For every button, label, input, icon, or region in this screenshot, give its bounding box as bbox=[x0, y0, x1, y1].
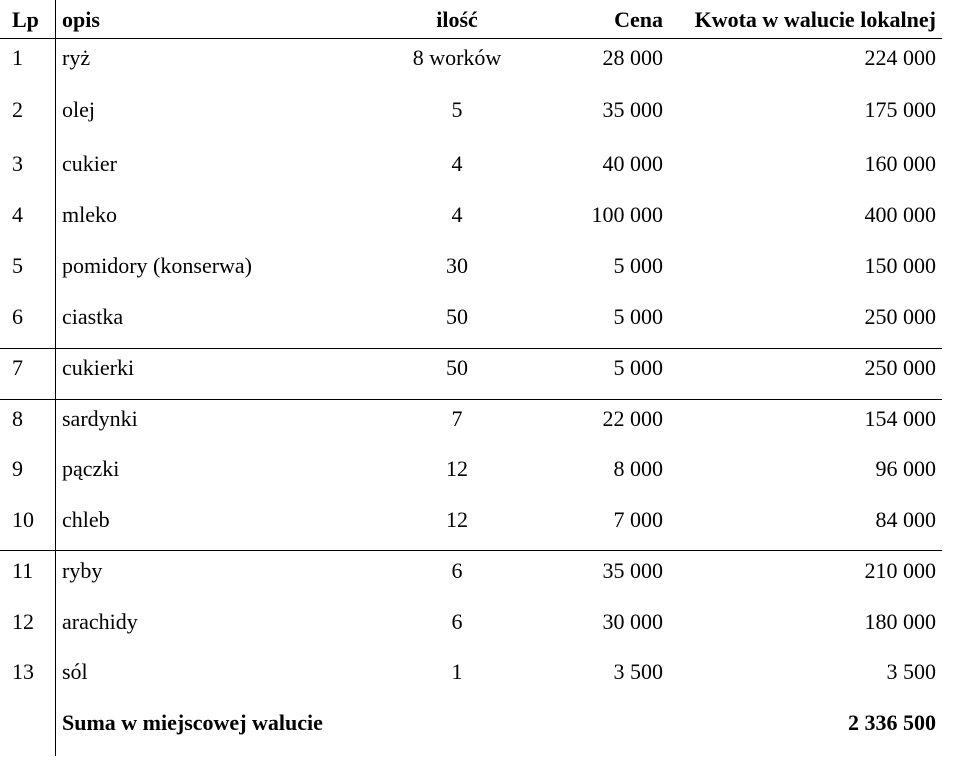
cell-cena: 22 000 bbox=[602, 406, 663, 431]
cell-cena: 5 000 bbox=[613, 253, 663, 278]
header-lp: Lp bbox=[12, 7, 39, 32]
cell-ilosc: 6 bbox=[451, 558, 463, 583]
cell-opis: ciastka bbox=[62, 304, 124, 329]
table-row bbox=[0, 505, 959, 535]
cell-lp: 12 bbox=[12, 609, 34, 634]
cell-opis: pomidory (konserwa) bbox=[62, 253, 253, 278]
cell-opis: olej bbox=[62, 97, 95, 122]
header-ilosc: ilość bbox=[436, 7, 478, 32]
header-kwota: Kwota w walucie lokalnej bbox=[694, 7, 936, 32]
cell-cena: 28 000 bbox=[602, 45, 663, 70]
cell-opis: chleb bbox=[62, 507, 110, 532]
cell-cena: 30 000 bbox=[602, 609, 663, 634]
cell-cena: 35 000 bbox=[602, 558, 663, 583]
table-row bbox=[0, 404, 959, 434]
cell-ilosc: 30 bbox=[446, 253, 468, 278]
header-opis: opis bbox=[62, 7, 100, 32]
table-row bbox=[0, 353, 959, 383]
cell-lp: 11 bbox=[12, 558, 34, 583]
header-rule bbox=[0, 38, 942, 39]
total-value: 2 336 500 bbox=[848, 710, 936, 735]
cell-opis: cukierki bbox=[62, 355, 135, 380]
cell-cena: 5 000 bbox=[613, 355, 663, 380]
cell-cena: 100 000 bbox=[591, 202, 663, 227]
cell-ilosc: 6 bbox=[451, 609, 463, 634]
cell-opis: ryż bbox=[62, 45, 91, 70]
cell-lp: 10 bbox=[12, 507, 34, 532]
cell-kwota: 250 000 bbox=[864, 304, 936, 329]
cell-kwota: 400 000 bbox=[864, 202, 936, 227]
cell-lp: 2 bbox=[12, 97, 23, 122]
cell-ilosc: 50 bbox=[446, 304, 468, 329]
cell-kwota: 150 000 bbox=[864, 253, 936, 278]
cell-ilosc: 12 bbox=[446, 456, 468, 481]
cell-kwota: 250 000 bbox=[864, 355, 936, 380]
cell-lp: 13 bbox=[12, 659, 34, 684]
cell-lp: 4 bbox=[12, 202, 23, 227]
cell-ilosc: 7 bbox=[451, 406, 463, 431]
table-row bbox=[0, 556, 959, 586]
cell-cena: 7 000 bbox=[613, 507, 663, 532]
cell-ilosc: 4 bbox=[451, 202, 463, 227]
cell-lp: 5 bbox=[12, 253, 23, 278]
cell-opis: sól bbox=[62, 659, 88, 684]
cell-cena: 5 000 bbox=[613, 304, 663, 329]
group-rule bbox=[0, 348, 942, 349]
cell-ilosc: 4 bbox=[451, 151, 463, 176]
cell-opis: sardynki bbox=[62, 406, 138, 431]
table-row bbox=[0, 251, 959, 281]
cell-cena: 35 000 bbox=[602, 97, 663, 122]
cell-opis: pączki bbox=[62, 456, 120, 481]
cell-kwota: 154 000 bbox=[864, 406, 936, 431]
cell-lp: 1 bbox=[12, 45, 23, 70]
cell-kwota: 3 500 bbox=[886, 659, 936, 684]
group-rule bbox=[0, 399, 942, 400]
cell-lp: 9 bbox=[12, 456, 23, 481]
cell-kwota: 210 000 bbox=[864, 558, 936, 583]
cell-lp: 3 bbox=[12, 151, 23, 176]
cell-cena: 8 000 bbox=[613, 456, 663, 481]
cell-ilosc: 5 bbox=[451, 97, 463, 122]
cell-kwota: 180 000 bbox=[864, 609, 936, 634]
cell-opis: ryby bbox=[62, 558, 103, 583]
table-row bbox=[0, 454, 959, 484]
total-row bbox=[0, 708, 959, 738]
table-row bbox=[0, 607, 959, 637]
header-cena: Cena bbox=[614, 7, 663, 32]
cell-lp: 8 bbox=[12, 406, 23, 431]
cell-kwota: 175 000 bbox=[864, 97, 936, 122]
table-row bbox=[0, 200, 959, 230]
cell-ilosc: 1 bbox=[451, 659, 463, 684]
table-header bbox=[0, 5, 959, 35]
cell-opis: arachidy bbox=[62, 609, 138, 634]
cell-lp: 6 bbox=[12, 304, 23, 329]
total-label: Suma w miejscowej walucie bbox=[62, 710, 323, 735]
cell-cena: 3 500 bbox=[613, 659, 663, 684]
cell-ilosc: 12 bbox=[446, 507, 468, 532]
table-row bbox=[0, 302, 959, 332]
cell-opis: cukier bbox=[62, 151, 117, 176]
cell-ilosc: 50 bbox=[446, 355, 468, 380]
group-rule bbox=[0, 550, 942, 551]
cell-opis: mleko bbox=[62, 202, 117, 227]
table-row bbox=[0, 149, 959, 179]
cell-cena: 40 000 bbox=[602, 151, 663, 176]
table-row bbox=[0, 657, 959, 687]
cell-lp: 7 bbox=[12, 355, 23, 380]
table-row bbox=[0, 43, 959, 73]
cell-kwota: 84 000 bbox=[875, 507, 936, 532]
table-row bbox=[0, 95, 959, 125]
cell-kwota: 224 000 bbox=[864, 45, 936, 70]
cell-kwota: 160 000 bbox=[864, 151, 936, 176]
cell-kwota: 96 000 bbox=[875, 456, 936, 481]
cell-ilosc: 8 worków bbox=[412, 45, 502, 70]
